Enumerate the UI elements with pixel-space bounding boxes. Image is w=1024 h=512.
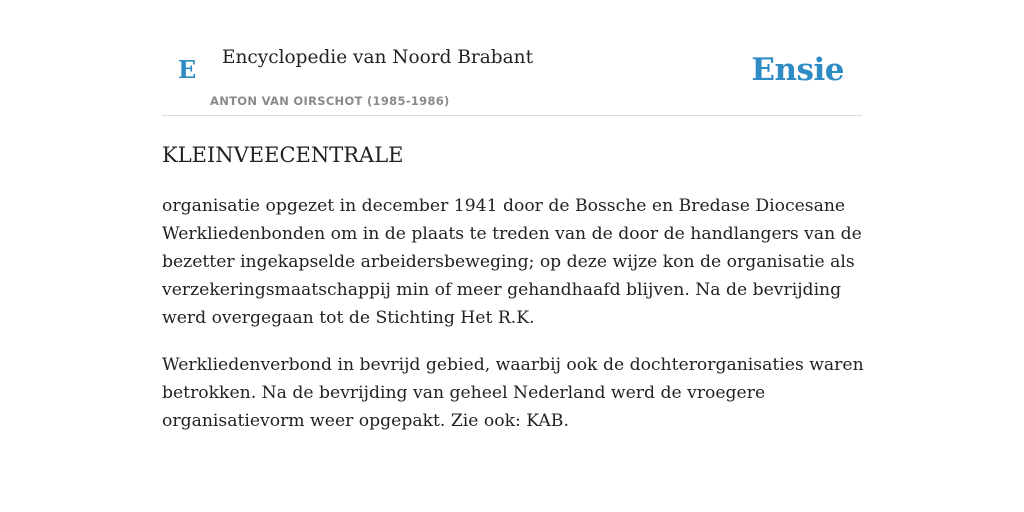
book-logo-letter: E bbox=[178, 55, 197, 84]
entry-paragraph-1: organisatie opgezet in december 1941 door de Bossche en Bredase Diocesane Werkliedenbonden om in de plaats te treden van de door de handlangers van de bezetter ingekapselde arbeidersbeweging; op deze wijze kon de organisatie als verzekeringsmaatschappij min of meer gehandhaafd blijven. Na de bevrijding werd overgegaan tot de Stichting Het R.K. bbox=[162, 196, 862, 328]
ensie-brand-logo[interactable]: Ensie bbox=[751, 52, 844, 88]
book-header bbox=[162, 30, 862, 116]
book-title: Encyclopedie van Noord Brabant bbox=[222, 47, 534, 68]
book-author: ANTON VAN OIRSCHOT (1985-1986) bbox=[210, 94, 450, 108]
entry-body bbox=[162, 192, 867, 454]
entry-title: KLEINVEECENTRALE bbox=[162, 143, 404, 167]
entry-paragraph-2: Werkliedenverbond in bevrijd gebied, waarbij ook de dochterorganisaties waren betrokken. Na de bevrijding van geheel Nederland werd de vroegere organisatievorm weer opgepakt. Zie ook: KAB. bbox=[162, 355, 864, 431]
